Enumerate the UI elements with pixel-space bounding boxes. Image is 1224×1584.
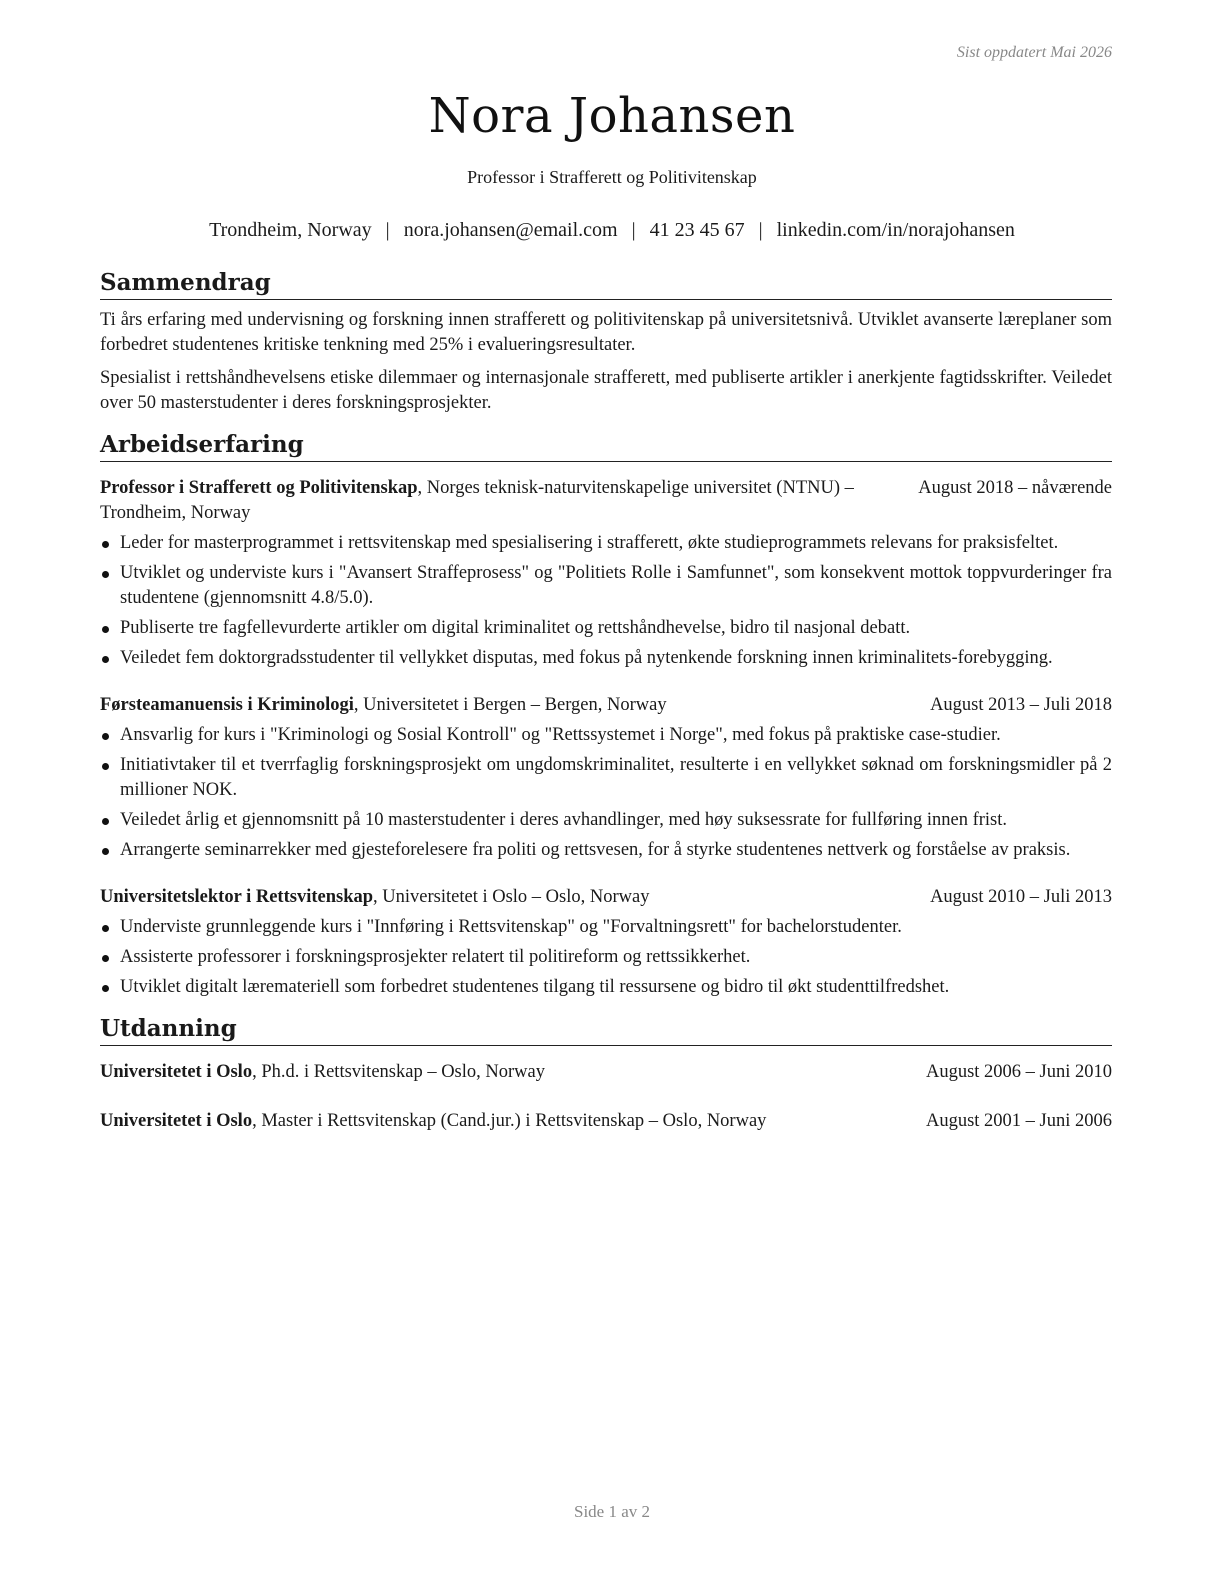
bullet-item: Utviklet digitalt læremateriell som forbedret studentenes tilgang til ressursene og bidro til økt studenttilfredshet. — [100, 975, 1112, 1000]
bullet-item: Ansvarlig for kurs i "Kriminologi og Sosial Kontroll" og "Rettssystemet i Norge", med fokus på praktiske case-studier. — [100, 723, 1112, 748]
contact-separator: | — [631, 219, 636, 241]
job-employer: , Norges teknisk-naturvitenskapelige universitet (NTNU) – Trondheim, Norway — [100, 478, 854, 523]
job-entry — [100, 885, 1112, 1000]
last-updated: Sist oppdatert Mai 2026 — [956, 44, 1112, 61]
page-number: Side 1 av 2 — [573, 1502, 651, 1521]
education-title-line — [100, 1109, 766, 1134]
job-employer: , Universitetet i Oslo – Oslo, Norway — [373, 887, 650, 907]
contact-line — [0, 219, 1224, 242]
bullet-item: Assisterte professorer i forskningsprosjekter relatert til politireform og rettssikkerhet. — [100, 945, 1112, 970]
job-position: Universitetslektor i Rettsvitenskap — [100, 887, 374, 907]
job-dates: August 2010 – Juli 2013 — [930, 887, 1112, 907]
education-dates: August 2001 – Juni 2006 — [925, 1111, 1112, 1131]
job-position: Førsteamanuensis i Kriminologi — [100, 695, 354, 715]
candidate-role: Professor i Strafferett og Politivitenskap — [467, 167, 757, 187]
job-title-line — [100, 476, 918, 526]
job-header — [100, 476, 1112, 526]
bullet-item: Underviste grunnleggende kurs i "Innføring i Rettsvitenskap" og "Forvaltningsrett" for bachelorstudenter. — [100, 915, 1112, 940]
resume-body — [100, 268, 1112, 1134]
bullet-item: Veiledet fem doktorgradsstudenter til vellykket disputas, med fokus på nytenkende forskning innen kriminalitets-forebygging. — [100, 646, 1112, 671]
job-entry — [100, 476, 1112, 671]
job-title-line — [100, 693, 930, 718]
bullet-item: Initiativtaker til et tverrfaglig forskningsprosjekt om ungdomskriminalitet, resulterte i en vellykket søknad om forskningsmidler på 2 millioner NOK. — [100, 753, 1112, 803]
bullet-item: Leder for masterprogrammet i rettsvitenskap med spesialisering i strafferett, økte studieprogrammets relevans for praksisfeltet. — [100, 531, 1112, 556]
summary-paragraph: Ti års erfaring med undervisning og forskning innen strafferett og politivitenskap på universitetsnivå. Utviklet avanserte læreplaner som forbedret studentenes kritiske tenkning med 25% i evalueringsresultater. — [100, 310, 1112, 355]
education-school: Universitetet i Oslo — [100, 1111, 253, 1131]
job-header — [100, 885, 1112, 910]
education-degree: , Master i Rettsvitenskap (Cand.jur.) i Rettsvitenskap – Oslo, Norway — [252, 1111, 767, 1131]
experience-section — [100, 430, 1112, 1000]
job-entry — [100, 693, 1112, 863]
education-entry — [100, 1060, 1112, 1085]
job-bullets — [100, 915, 1112, 1000]
contact-linkedin[interactable]: linkedin.com/in/norajohansen — [776, 219, 1015, 241]
education-school: Universitetet i Oslo — [100, 1062, 253, 1082]
job-position: Professor i Strafferett og Politivitenskap — [100, 478, 418, 498]
job-bullets — [100, 723, 1112, 863]
contact-location: Trondheim, Norway — [209, 219, 372, 241]
education-section — [100, 1014, 1112, 1134]
job-title-line — [100, 885, 930, 910]
section-title-education: Utdanning — [100, 1014, 1112, 1046]
contact-separator: | — [385, 219, 390, 241]
job-employer: , Universitetet i Bergen – Bergen, Norway — [353, 695, 667, 715]
bullet-item: Veiledet årlig et gjennomsnitt på 10 masterstudenter i deres avhandlinger, med høy suksessrate for fullføring innen frist. — [100, 808, 1112, 833]
section-title-summary: Sammendrag — [100, 268, 1112, 300]
education-title-line — [100, 1060, 545, 1085]
section-title-experience: Arbeidserfaring — [100, 430, 1112, 462]
job-dates: August 2013 – Juli 2018 — [930, 695, 1112, 715]
summary-section — [100, 268, 1112, 416]
bullet-item: Publiserte tre fagfellevurderte artikler om digital kriminalitet og rettshåndhevelse, bidro til nasjonal debatt. — [100, 616, 1112, 641]
education-degree: , Ph.d. i Rettsvitenskap – Oslo, Norway — [252, 1062, 545, 1082]
job-header — [100, 693, 1112, 718]
job-bullets — [100, 531, 1112, 671]
candidate-name: Nora Johansen — [428, 88, 796, 144]
contact-email[interactable]: nora.johansen@email.com — [403, 219, 618, 241]
education-dates: August 2006 – Juni 2010 — [925, 1062, 1112, 1082]
bullet-item: Utviklet og underviste kurs i "Avansert Straffeprosess" og "Politiets Rolle i Samfunnet", som konsekvent mottok toppvurderinger fra studentene (gjennomsnitt 4.8/5.0). — [100, 561, 1112, 611]
contact-phone: 41 23 45 67 — [649, 219, 745, 241]
bullet-item: Arrangerte seminarrekker med gjesteforelesere fra politi og rettsvesen, for å styrke studentenes nettverk og forståelse av praksis. — [100, 838, 1112, 863]
contact-separator: | — [758, 219, 763, 241]
education-entry — [100, 1109, 1112, 1134]
job-dates: August 2018 – nåværende — [918, 478, 1112, 498]
summary-paragraph: Spesialist i rettshåndhevelsens etiske dilemmaer og internasjonale strafferett, med publiserte artikler i anerkjente fagtidsskrifter. Veiledet over 50 masterstudenter i deres forskningsprosjekter. — [100, 368, 1112, 413]
